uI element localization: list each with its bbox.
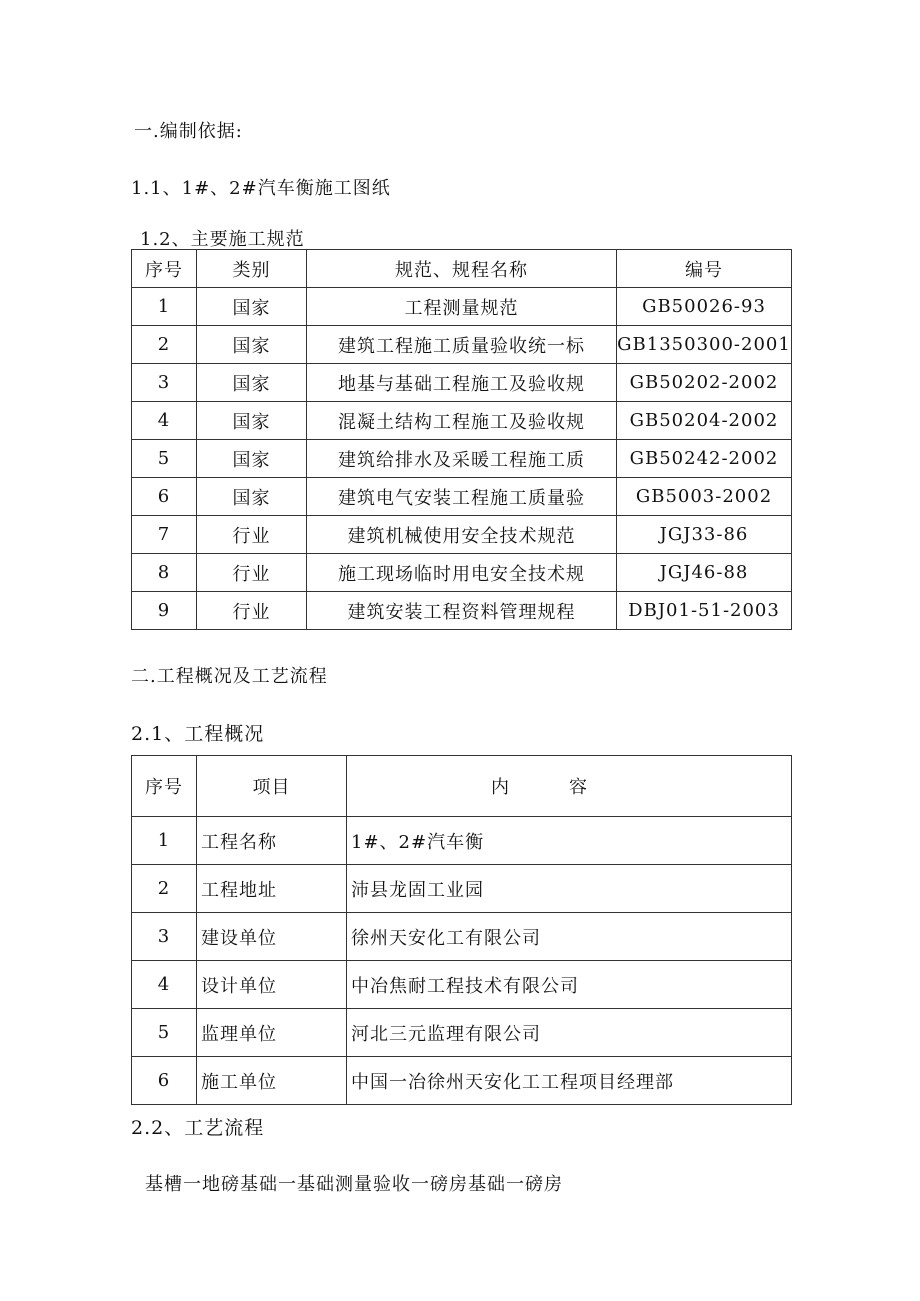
section-basis-heading: 一.编制依据: — [134, 121, 243, 142]
header-cell: 项目 — [197, 756, 347, 817]
overview-table-header — [132, 756, 792, 817]
table-cell: 施工现场临时用电安全技术规 — [307, 554, 617, 592]
table-row — [132, 1009, 792, 1057]
table-cell: 建筑给排水及采暖工程施工质 — [307, 440, 617, 478]
header-cell: 序号 — [132, 756, 197, 817]
table-cell: 中国一冶徐州天安化工工程项目经理部 — [347, 1057, 792, 1105]
table-cell: 国家 — [197, 402, 307, 440]
table-cell: 6 — [132, 1057, 197, 1105]
table-row — [132, 478, 792, 516]
table-cell: 建筑机械使用安全技术规范 — [307, 516, 617, 554]
table-row — [132, 440, 792, 478]
table-cell: 河北三元监理有限公司 — [347, 1009, 792, 1057]
table-cell: GB1350300-2001 — [617, 326, 792, 364]
table-cell: 1 — [132, 288, 197, 326]
table-cell: 6 — [132, 478, 197, 516]
table-cell: 国家 — [197, 326, 307, 364]
table-row — [132, 326, 792, 364]
table-cell: 建设单位 — [197, 913, 347, 961]
table-cell: GB50026-93 — [617, 288, 792, 326]
header-cell: 序号 — [132, 250, 197, 288]
table-cell: 9 — [132, 592, 197, 630]
table-cell: 7 — [132, 516, 197, 554]
table-cell: 5 — [132, 1009, 197, 1057]
table-row — [132, 364, 792, 402]
table-cell: 3 — [132, 364, 197, 402]
table-cell: GB50242-2002 — [617, 440, 792, 478]
overview-heading: 二.工程概况及工艺流程 — [131, 666, 328, 687]
table-cell: 监理单位 — [197, 1009, 347, 1057]
table-cell: GB50202-2002 — [617, 364, 792, 402]
overview-table — [131, 755, 792, 1105]
table-cell: 建筑电气安装工程施工质量验 — [307, 478, 617, 516]
table-cell: GB5003-2002 — [617, 478, 792, 516]
table-cell: GB50204-2002 — [617, 402, 792, 440]
process-heading: 2.2、工艺流程 — [131, 1117, 265, 1139]
table-cell: DBJ01-51-2003 — [617, 592, 792, 630]
table-cell: 8 — [132, 554, 197, 592]
specs-table-header — [132, 250, 792, 288]
header-cell — [347, 756, 792, 817]
table-cell: 沛县龙固工业园 — [347, 865, 792, 913]
table-cell: 建筑安装工程资料管理规程 — [307, 592, 617, 630]
table-cell: 设计单位 — [197, 961, 347, 1009]
table-cell: 国家 — [197, 440, 307, 478]
table-cell: JGJ33-86 — [617, 516, 792, 554]
specs-heading: 1.2、主要施工规范 — [140, 229, 305, 250]
specs-table — [131, 249, 792, 630]
table-cell: 2 — [132, 865, 197, 913]
table-cell: 5 — [132, 440, 197, 478]
table-cell: 4 — [132, 402, 197, 440]
table-row — [132, 516, 792, 554]
table-row — [132, 554, 792, 592]
table-cell: JGJ46-88 — [617, 554, 792, 592]
header-content-label: 内容 — [491, 777, 647, 798]
table-row — [132, 592, 792, 630]
drawings-line: 1.1、1#、2#汽车衡施工图纸 — [131, 178, 391, 199]
table-cell: 工程名称 — [197, 817, 347, 865]
process-flow-text: 基槽一地磅基础一基础测量验收一磅房基础一磅房 — [145, 1174, 563, 1195]
table-row — [132, 961, 792, 1009]
header-cell: 类别 — [197, 250, 307, 288]
table-cell: 施工单位 — [197, 1057, 347, 1105]
table-cell: 1 — [132, 817, 197, 865]
table-row — [132, 817, 792, 865]
table-cell: 3 — [132, 913, 197, 961]
table-cell: 工程地址 — [197, 865, 347, 913]
table-cell: 行业 — [197, 592, 307, 630]
header-cell: 规范、规程名称 — [307, 250, 617, 288]
table-cell: 1#、2#汽车衡 — [347, 817, 792, 865]
overview-subheading: 2.1、工程概况 — [131, 723, 265, 745]
table-cell: 国家 — [197, 288, 307, 326]
table-row — [132, 402, 792, 440]
table-row — [132, 1057, 792, 1105]
table-cell: 2 — [132, 326, 197, 364]
table-cell: 国家 — [197, 478, 307, 516]
table-row — [132, 913, 792, 961]
header-cell: 编号 — [617, 250, 792, 288]
table-cell: 徐州天安化工有限公司 — [347, 913, 792, 961]
table-cell: 混凝土结构工程施工及验收规 — [307, 402, 617, 440]
table-row — [132, 865, 792, 913]
table-cell: 建筑工程施工质量验收统一标 — [307, 326, 617, 364]
table-cell: 国家 — [197, 364, 307, 402]
table-cell: 行业 — [197, 554, 307, 592]
table-cell: 中冶焦耐工程技术有限公司 — [347, 961, 792, 1009]
table-row — [132, 288, 792, 326]
table-cell: 地基与基础工程施工及验收规 — [307, 364, 617, 402]
table-cell: 工程测量规范 — [307, 288, 617, 326]
table-cell: 4 — [132, 961, 197, 1009]
table-cell: 行业 — [197, 516, 307, 554]
